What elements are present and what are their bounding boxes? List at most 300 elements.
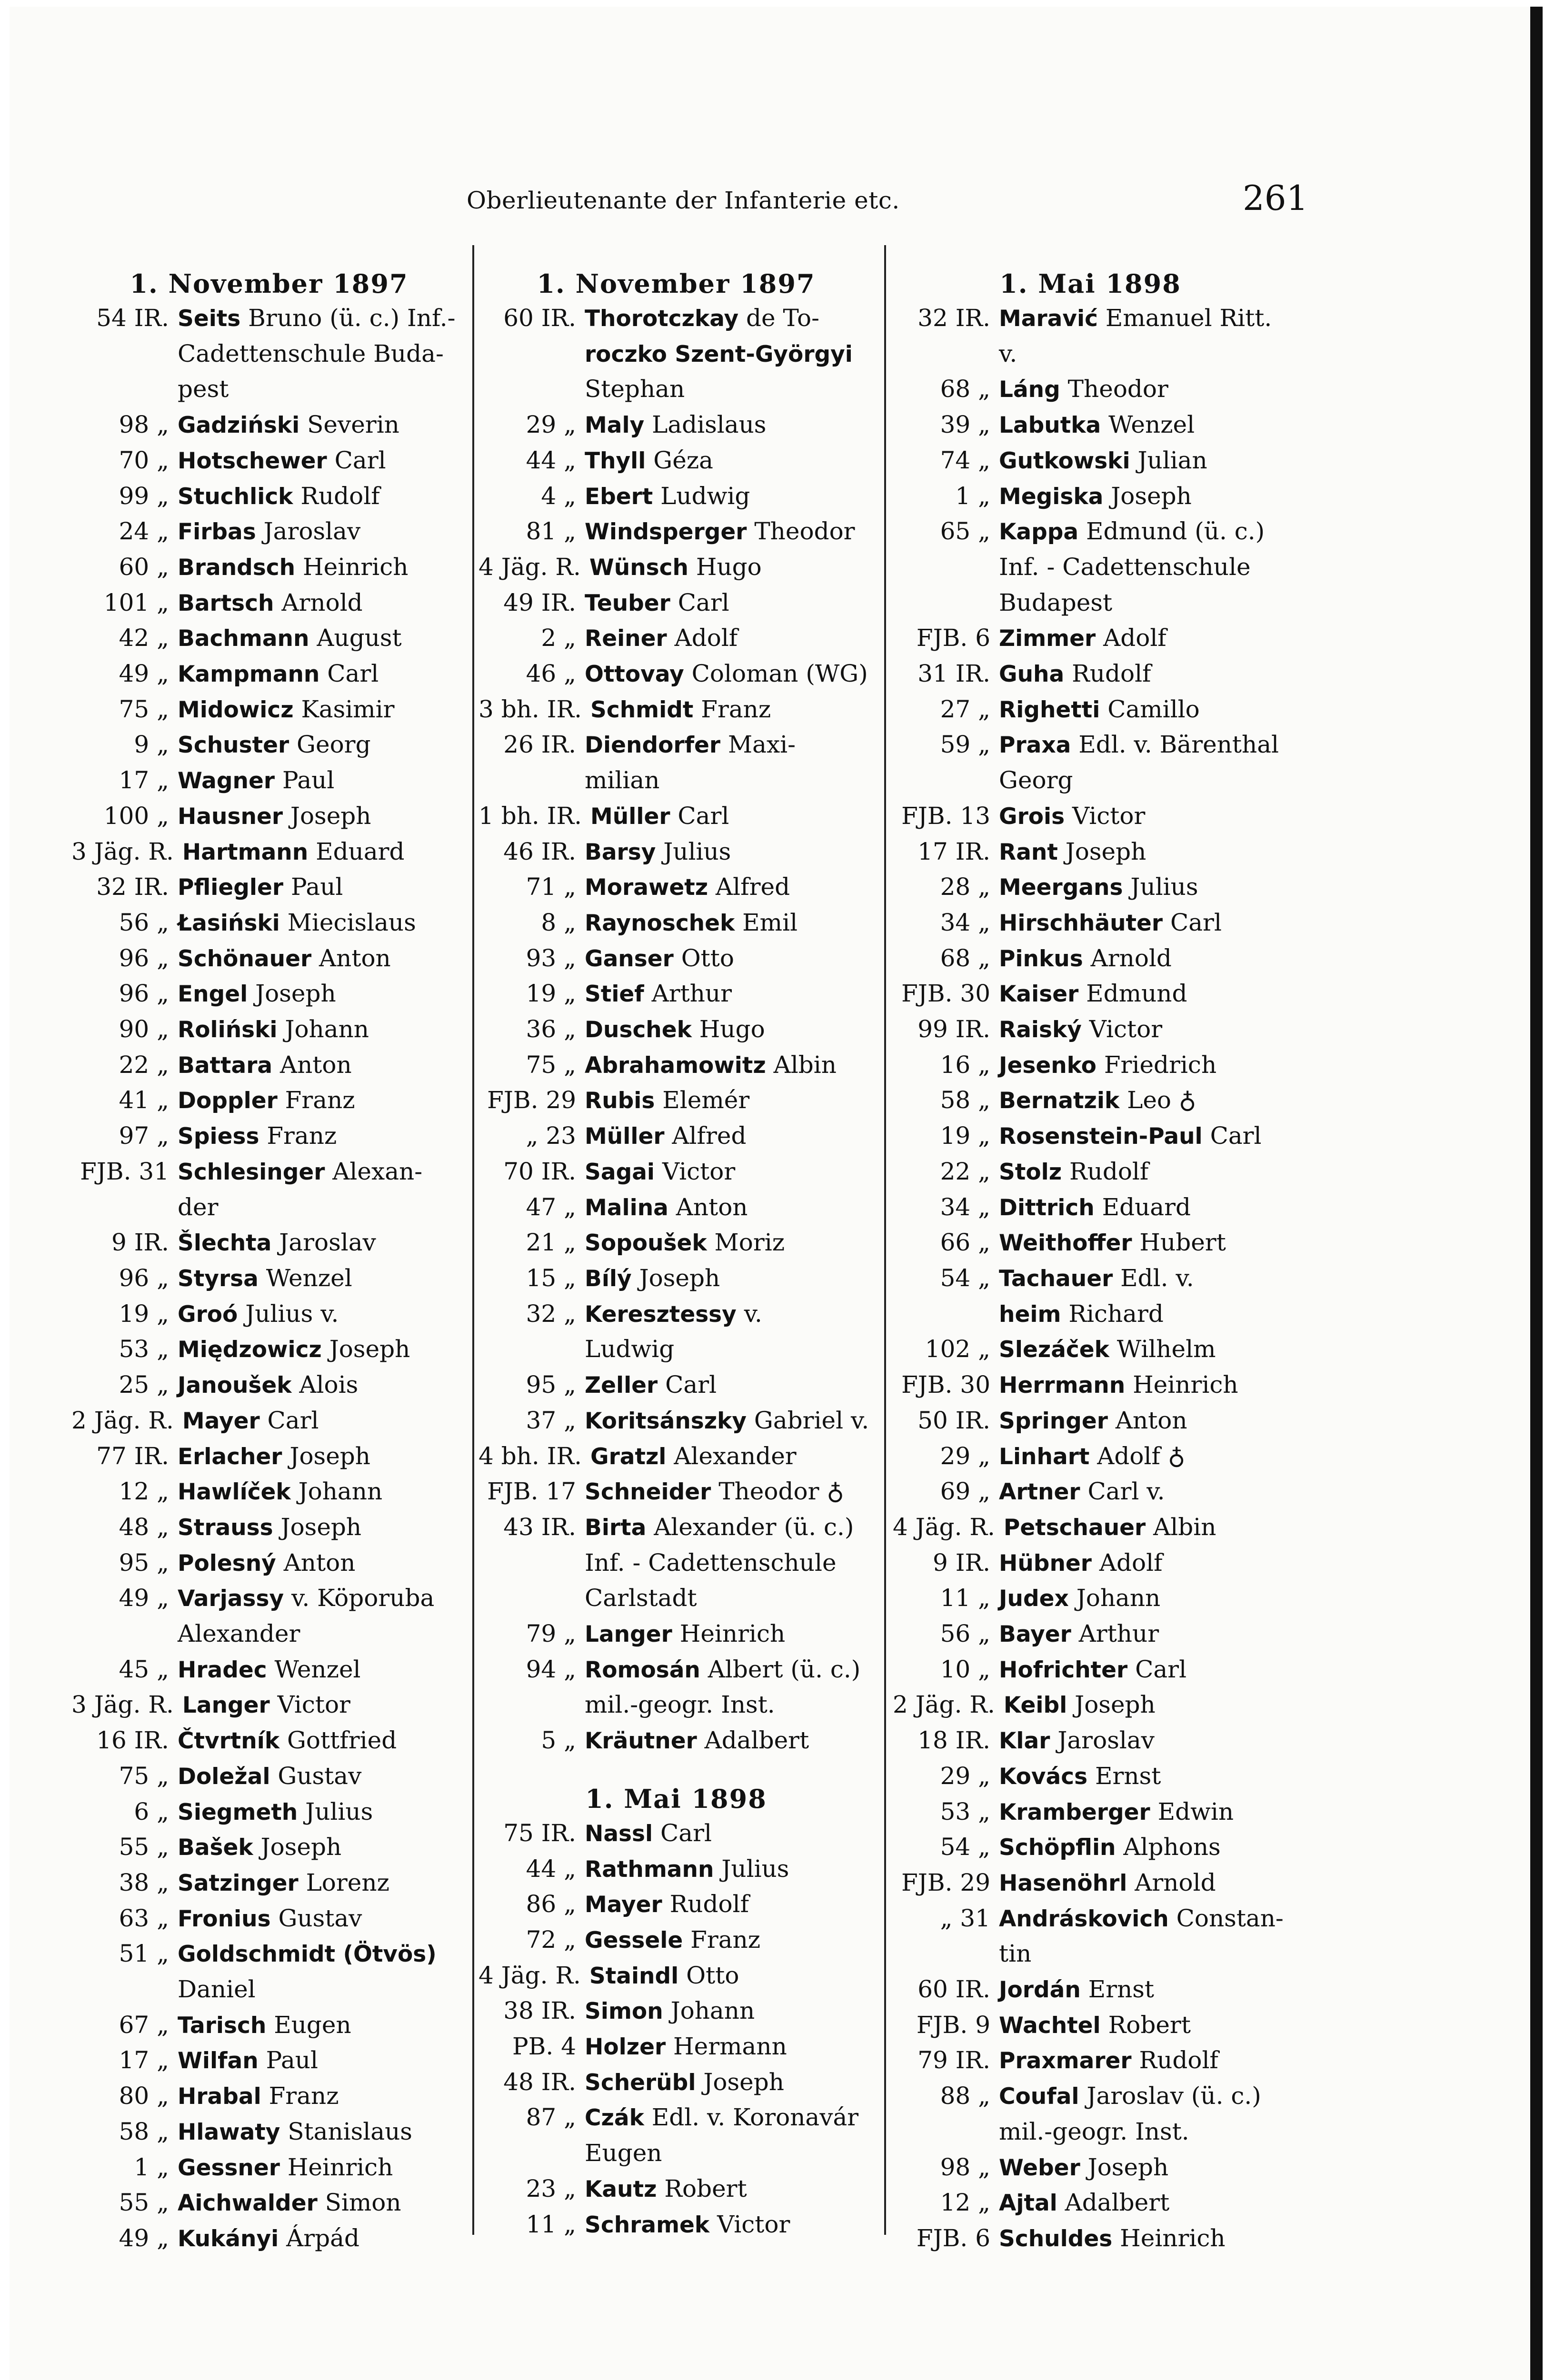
name-line (585, 1652, 874, 1688)
given-name: Carl (653, 1819, 712, 1847)
name-line (178, 1439, 467, 1475)
surname: Holzer (585, 2034, 666, 2061)
list-item (478, 1923, 874, 1958)
unit-label: 12 „ (940, 2189, 990, 2217)
given-name: Franz (693, 695, 771, 723)
list-item (71, 585, 467, 621)
unit-label: 75 „ (119, 1762, 169, 1790)
unit-label: 3 Jäg. R. (71, 1691, 174, 1719)
given-name: Alois (291, 1371, 359, 1399)
given-name: Albin (766, 1051, 837, 1079)
officer-name (169, 2008, 467, 2043)
surname: Sopoušek (585, 1230, 707, 1257)
list-item (893, 1581, 1288, 1616)
officer-name (169, 1474, 467, 1510)
officer-name (990, 2221, 1288, 2257)
name-line (178, 1581, 467, 1616)
surname: Wagner (178, 768, 275, 794)
name-line (178, 1190, 467, 1226)
list-item (71, 621, 467, 656)
given-name: Anton (272, 1051, 352, 1079)
officer-name (169, 301, 467, 407)
list-item (478, 692, 874, 728)
name-line (178, 763, 467, 799)
given-name: Edl. v. Bärenthal (1071, 731, 1279, 759)
unit-label: 69 „ (940, 1478, 990, 1506)
name-line (178, 1759, 467, 1795)
surname: Kappa (999, 519, 1079, 545)
list-item (478, 1616, 874, 1652)
unit-label: 51 „ (119, 1940, 169, 1968)
name-line (178, 1865, 467, 1901)
surname: Hasenöhrl (999, 1870, 1127, 1896)
officer-name (576, 727, 874, 798)
unit-label: 71 „ (526, 873, 576, 901)
given-name: Edmund (1078, 980, 1187, 1008)
name-line (178, 870, 467, 905)
given-name: Jaroslav (1050, 1726, 1155, 1755)
unit-label: FJB. 29 (487, 1086, 576, 1114)
surname: Malina (585, 1194, 668, 1221)
name-line (589, 550, 874, 585)
given-name: Albin (1146, 1513, 1216, 1541)
list-item (478, 479, 874, 515)
unit-label: 70 „ (119, 446, 169, 474)
given-name: Gabriel v. (747, 1406, 869, 1434)
name-line (178, 905, 467, 941)
list-item (893, 301, 1288, 372)
officer-name (169, 1901, 467, 1937)
unit-label: 48 IR. (503, 2068, 576, 2096)
officer-name (576, 1616, 874, 1652)
surname: Wilfan (178, 2048, 259, 2074)
officer-name (990, 1048, 1288, 1083)
list-item (893, 1759, 1288, 1795)
unit-label: 19 „ (526, 980, 576, 1008)
list-item (71, 479, 467, 515)
given-name: Carlstadt (585, 1584, 697, 1612)
unit-label: 53 „ (119, 1335, 169, 1363)
surname: Slezáček (999, 1337, 1109, 1363)
name-line (178, 2221, 467, 2257)
unit-label: 10 „ (940, 1655, 990, 1683)
name-line (585, 870, 874, 905)
unit-label: 11 „ (526, 2210, 576, 2238)
given-name: de To- (738, 304, 819, 332)
surname: Strauss (178, 1514, 273, 1541)
given-name: Joseph (283, 802, 371, 830)
name-line (178, 1901, 467, 1937)
officer-name (169, 2079, 467, 2114)
surname: Groó (178, 1301, 238, 1328)
surname: Artner (999, 1479, 1080, 1506)
unit-label: „ 23 (526, 1122, 576, 1150)
given-name: Joseph (282, 1442, 370, 1470)
surname: Raiský (999, 1017, 1082, 1043)
list-item (71, 1795, 467, 1830)
officer-name (990, 2185, 1288, 2221)
given-name: Friedrich (1096, 1051, 1217, 1079)
officer-name (990, 1581, 1288, 1616)
surname: Czák (585, 2105, 644, 2132)
surname: Międzowicz (178, 1337, 322, 1363)
name-line (585, 1993, 874, 2029)
officer-name (990, 2008, 1288, 2043)
surname: Hlawaty (178, 2119, 280, 2145)
surname: Siegmeth (178, 1799, 298, 1825)
unit-label: 22 „ (119, 1051, 169, 1079)
given-name: Johann (1068, 1584, 1161, 1612)
officer-name (990, 1865, 1288, 1901)
name-line (585, 1048, 874, 1083)
surname: Hotschewer (178, 447, 327, 474)
unit-label: 15 „ (526, 1264, 576, 1292)
list-item (71, 2114, 467, 2150)
surname: Hradec (178, 1656, 267, 1683)
list-item (71, 1759, 467, 1795)
list-item (893, 443, 1288, 479)
list-item (893, 1972, 1288, 2008)
given-name: Julian (1130, 446, 1207, 474)
name-line (585, 1297, 874, 1332)
officer-name (576, 1993, 874, 2029)
surname: Maly (585, 412, 645, 439)
officer-name (169, 976, 467, 1012)
name-line (585, 1474, 874, 1510)
officer-name (576, 1723, 874, 1759)
name-line (585, 1403, 874, 1439)
surname: Petschauer (1003, 1514, 1146, 1541)
name-line (999, 727, 1288, 763)
list-item (71, 2150, 467, 2186)
unit-label: 23 „ (526, 2174, 576, 2202)
given-name: Eduard (308, 837, 405, 865)
list-item (71, 550, 467, 585)
officer-name (169, 763, 467, 799)
list-item (71, 1936, 467, 2007)
unit-label: 39 „ (940, 411, 990, 439)
name-line (178, 1368, 467, 1403)
name-line (590, 1439, 874, 1475)
name-line (585, 621, 874, 656)
given-name: Julius (298, 1797, 373, 1825)
unit-label: 45 „ (119, 1655, 169, 1683)
given-name: August (309, 624, 402, 652)
given-name: v. (736, 1299, 762, 1328)
name-line (999, 1439, 1288, 1475)
list-item (893, 870, 1288, 905)
unit-label: 49 IR. (503, 588, 576, 616)
unit-label: 11 „ (940, 1584, 990, 1612)
unit-label: 29 „ (940, 1442, 990, 1470)
list-item (71, 1297, 467, 1332)
name-line (178, 2114, 467, 2150)
list-item (71, 976, 467, 1012)
officer-name (576, 585, 874, 621)
surname: Gadziński (178, 412, 300, 439)
column-2 (478, 267, 874, 2242)
surname: Stolz (999, 1159, 1062, 1185)
given-name: Alexander (ü. c.) (646, 1513, 854, 1541)
officer-name (174, 834, 467, 870)
surname: Langer (182, 1692, 270, 1719)
officer-name (576, 941, 874, 977)
name-line (585, 1887, 874, 1923)
name-line (999, 763, 1288, 799)
given-name: Simon (317, 2189, 401, 2217)
surname: Goldschmidt (Ötvös) (178, 1941, 437, 1968)
name-line (585, 1154, 874, 1190)
officer-name (169, 1297, 467, 1332)
given-name: Inf. - Cadettenschule (585, 1548, 837, 1577)
officer-name (576, 1816, 874, 1852)
name-line (999, 1368, 1288, 1403)
name-line (178, 1119, 467, 1154)
officer-name (990, 2079, 1288, 2150)
list-item (71, 1012, 467, 1048)
officer-name (576, 2100, 874, 2171)
given-name: Joseph (321, 1335, 410, 1363)
officer-name (169, 1865, 467, 1901)
surname: Klar (999, 1728, 1050, 1755)
officer-name (990, 2043, 1288, 2079)
given-name: Robert (657, 2174, 747, 2202)
given-name: Constan- (1168, 1904, 1284, 1932)
name-line (999, 1297, 1288, 1332)
given-name: Carl (658, 1371, 717, 1399)
name-line (585, 976, 874, 1012)
name-line (178, 337, 467, 372)
surname: Staindl (589, 1963, 679, 1989)
given-name: Joseph (1103, 482, 1192, 510)
given-name: Carl (1202, 1122, 1262, 1150)
list-item (478, 1368, 874, 1403)
given-name: Joseph (248, 980, 336, 1008)
name-line (178, 692, 467, 728)
unit-label: 88 „ (940, 2082, 990, 2110)
officer-name (990, 799, 1288, 834)
surname: Bachmann (178, 625, 309, 652)
surname: Spiess (178, 1123, 259, 1150)
name-line (999, 1901, 1288, 1937)
list-item (893, 692, 1288, 728)
officer-name (169, 656, 467, 692)
surname: Raynoschek (585, 910, 735, 936)
surname: Schönauer (178, 945, 312, 972)
unit-label: 4 bh. IR. (478, 1442, 582, 1470)
officer-name (169, 1083, 467, 1119)
list-item (71, 905, 467, 941)
given-name: Adolf (667, 624, 738, 652)
officer-name (990, 1261, 1288, 1332)
list-item (478, 1012, 874, 1048)
list-item (893, 1154, 1288, 1190)
list-item (893, 1083, 1288, 1119)
officer-name (169, 1581, 467, 1652)
list-item (893, 1795, 1288, 1830)
surname: Kaiser (999, 981, 1079, 1008)
officer-name (990, 514, 1288, 621)
surname: Thyll (585, 447, 646, 474)
officer-name (169, 1723, 467, 1759)
given-name: Franz (683, 1925, 761, 1954)
list-item (478, 2100, 874, 2171)
officer-name (990, 1332, 1288, 1368)
unit-label: 19 „ (940, 1122, 990, 1150)
list-item (71, 2043, 467, 2079)
given-name: Rudolf (1131, 2046, 1218, 2074)
given-name: Gustav (270, 1904, 362, 1932)
name-line (178, 407, 467, 443)
given-name: Alexander (666, 1442, 797, 1470)
name-line (999, 976, 1288, 1012)
officer-name (576, 1083, 874, 1119)
given-name: Lorenz (298, 1868, 389, 1896)
unit-label: 75 IR. (503, 1819, 576, 1847)
given-name: Carl (319, 660, 379, 688)
officer-name (576, 479, 874, 515)
officer-name (576, 976, 874, 1012)
name-line (178, 1261, 467, 1297)
given-name: Alfred (708, 873, 790, 901)
given-name: Julius (656, 837, 731, 865)
officer-name (990, 301, 1288, 372)
officer-name (169, 1759, 467, 1795)
name-line (178, 1830, 467, 1865)
given-name: Julius (714, 1854, 789, 1883)
given-name: Eugen (266, 2011, 351, 2039)
officer-name (576, 2207, 874, 2243)
unit-label: 68 „ (940, 375, 990, 403)
list-item (893, 407, 1288, 443)
given-name: Robert (1100, 2011, 1191, 2039)
unit-label: 94 „ (526, 1655, 576, 1683)
unit-label: 77 IR. (96, 1442, 169, 1470)
list-item (478, 1474, 874, 1510)
unit-label: FJB. 30 (901, 980, 990, 1008)
given-name: Joseph (631, 1264, 720, 1292)
officer-name (582, 1439, 874, 1475)
name-line (999, 301, 1288, 337)
officer-name (169, 941, 467, 977)
surname: Hofrichter (999, 1656, 1128, 1683)
surname: Pinkus (999, 945, 1083, 972)
name-line (999, 1154, 1288, 1190)
name-line (178, 443, 467, 479)
unit-label: 24 „ (119, 517, 169, 545)
surname: Hawlíček (178, 1479, 291, 1506)
officer-name (995, 1687, 1288, 1723)
officer-name (169, 514, 467, 550)
surname: Righetti (999, 696, 1100, 723)
list-item (893, 1225, 1288, 1261)
officer-name (576, 1154, 874, 1190)
officer-name (990, 727, 1288, 798)
officer-name (581, 550, 874, 585)
given-name: Rudolf (293, 482, 380, 510)
section-title: 1. Mai 1898 (585, 1783, 767, 1814)
name-line (178, 2079, 467, 2114)
surname: Láng (999, 377, 1060, 403)
officer-name (990, 479, 1288, 515)
name-line (178, 1936, 467, 1972)
unit-label: 4 Jäg. R. (478, 553, 581, 581)
officer-name (169, 407, 467, 443)
list-item (478, 2207, 874, 2243)
given-name: Gustav (270, 1762, 362, 1790)
unit-label: 31 IR. (917, 660, 990, 688)
unit-label: 80 „ (119, 2082, 169, 2110)
surname: Weithoffer (999, 1230, 1132, 1257)
list-item (478, 621, 874, 656)
officer-name (169, 443, 467, 479)
given-name: Rudolf (662, 1890, 749, 1918)
officer-name (169, 585, 467, 621)
list-item (478, 905, 874, 941)
officer-name (990, 692, 1288, 728)
officer-name (990, 1403, 1288, 1439)
given-name: Camillo (1100, 695, 1200, 723)
officer-name (576, 1225, 874, 1261)
name-line (999, 834, 1288, 870)
unit-label: 86 „ (526, 1890, 576, 1918)
unit-label: 4 „ (541, 482, 576, 510)
list-item (893, 2008, 1288, 2043)
officer-name (174, 1403, 467, 1439)
officer-name (169, 1261, 467, 1297)
list-item (893, 727, 1288, 798)
unit-label: 95 „ (119, 1548, 169, 1577)
name-line (999, 1403, 1288, 1439)
name-line (585, 2065, 874, 2101)
surname: Stief (585, 981, 644, 1008)
given-name: Jaroslav (ü. c.) (1079, 2082, 1261, 2110)
given-name: Rudolf (1064, 660, 1151, 688)
name-line (999, 1261, 1288, 1297)
given-name: Adolf (1096, 624, 1166, 652)
given-name: v. Köporuba (284, 1584, 435, 1612)
given-name: Edwin (1150, 1797, 1234, 1825)
unit-label: 29 „ (526, 411, 576, 439)
unit-label: 17 „ (119, 2046, 169, 2074)
surname: Midowicz (178, 696, 294, 723)
officer-name (990, 621, 1288, 656)
list-item (71, 1083, 467, 1119)
unit-label: 6 „ (134, 1797, 169, 1825)
unit-label: FJB. 13 (901, 802, 990, 830)
officer-name (169, 1225, 467, 1261)
name-line (585, 1119, 874, 1154)
unit-label: 43 IR. (503, 1513, 576, 1541)
list-item (71, 301, 467, 407)
given-name: Bruno (ü. c.) Inf.- (240, 304, 456, 332)
surname: Abrahamowitz (585, 1052, 766, 1079)
surname: Herrmann (999, 1372, 1126, 1399)
officer-name (990, 941, 1288, 977)
surname: Gratzl (590, 1443, 667, 1470)
officer-name (169, 1154, 467, 1225)
surname: Diendorfer (585, 732, 721, 759)
list-item (71, 1119, 467, 1154)
name-line (585, 1225, 874, 1261)
given-name: Maxi- (720, 731, 796, 759)
officer-name (576, 2172, 874, 2207)
list-item (893, 1510, 1288, 1546)
surname: Kampmann (178, 661, 320, 688)
surname: Windsperger (585, 519, 747, 545)
list-item (893, 372, 1288, 407)
surname: Sagai (585, 1159, 655, 1185)
